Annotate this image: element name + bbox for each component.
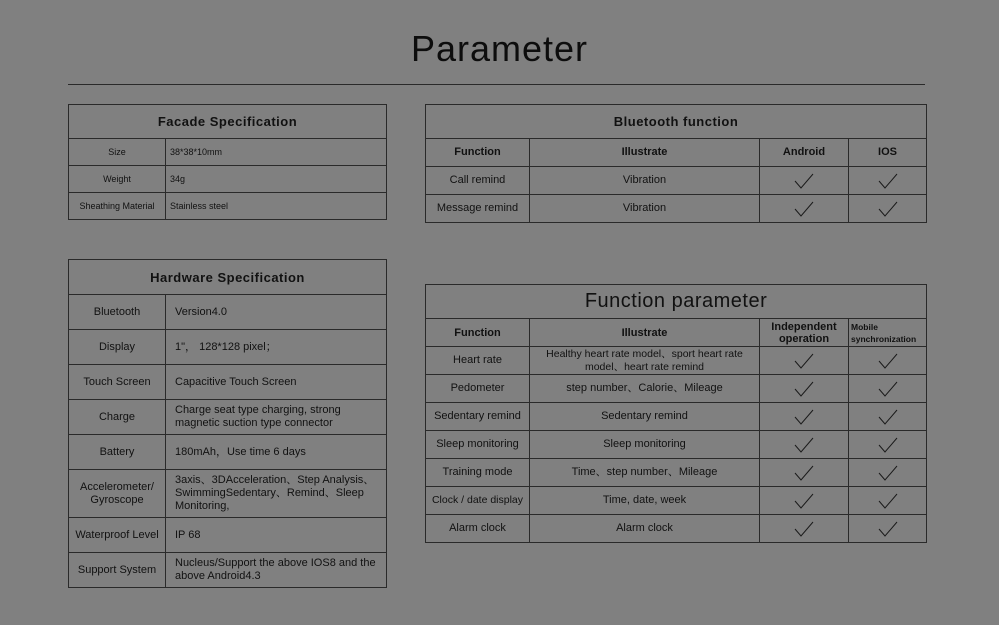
- independent-cell: [760, 487, 849, 515]
- table-row: [426, 487, 927, 515]
- spec-value: Capacitive Touch Screen: [166, 365, 387, 400]
- facade-spec-table: [68, 104, 387, 220]
- illustrate-cell: Time、step number、Mileage: [530, 459, 760, 487]
- illustrate-cell: Time, date, week: [530, 487, 760, 515]
- table-row: [426, 403, 927, 431]
- checkmark-icon: [877, 380, 899, 398]
- independent-cell: [760, 403, 849, 431]
- facade-spec-heading: Facade Specification: [69, 105, 387, 139]
- column-header: Illustrate: [530, 319, 760, 347]
- checkmark-icon: [877, 200, 899, 218]
- table-row: [69, 166, 387, 193]
- column-header: Mobile synchronization: [849, 319, 927, 347]
- illustrate-cell: step number、Calorie、Mileage: [530, 375, 760, 403]
- title-divider: [68, 84, 925, 85]
- spec-label: Accelerometer/ Gyroscope: [69, 470, 166, 518]
- checkmark-icon: [793, 352, 815, 370]
- spec-value: 34g: [166, 166, 387, 193]
- function-cell: Pedometer: [426, 375, 530, 403]
- spec-label: Size: [69, 139, 166, 166]
- spec-value: 1"， 128*128 pixel；: [166, 330, 387, 365]
- checkmark-icon: [793, 436, 815, 454]
- table-header-row: [426, 319, 927, 347]
- checkmark-icon: [877, 464, 899, 482]
- function-cell: Message remind: [426, 195, 530, 223]
- checkmark-icon: [877, 492, 899, 510]
- spec-value: 3axis、3DAcceleration、Step Analysis、SwimmingSedentary、Remind、Sleep Monitoring,: [166, 470, 387, 518]
- spec-value: IP 68: [166, 518, 387, 553]
- table-row: [426, 347, 927, 375]
- ios-cell: [849, 195, 927, 223]
- table-row: [69, 330, 387, 365]
- function-cell: Heart rate: [426, 347, 530, 375]
- spec-value: 38*38*10mm: [166, 139, 387, 166]
- checkmark-icon: [793, 520, 815, 538]
- function-parameter-table: [425, 284, 927, 543]
- function-cell: Call remind: [426, 167, 530, 195]
- column-header: Function: [426, 319, 530, 347]
- independent-cell: [760, 347, 849, 375]
- android-cell: [760, 167, 849, 195]
- spec-label: Charge: [69, 400, 166, 435]
- spec-label: Battery: [69, 435, 166, 470]
- spec-value: Nucleus/Support the above IOS8 and the above Android4.3: [166, 553, 387, 588]
- spec-value: Charge seat type charging, strong magnetic suction type connector: [166, 400, 387, 435]
- function-parameter-heading: Function parameter: [426, 285, 927, 319]
- sync-cell: [849, 515, 927, 543]
- function-cell: Training mode: [426, 459, 530, 487]
- illustrate-cell: Sedentary remind: [530, 403, 760, 431]
- bluetooth-function-table: [425, 104, 927, 223]
- table-row: [69, 400, 387, 435]
- illustrate-cell: Vibration: [530, 167, 760, 195]
- function-cell: Alarm clock: [426, 515, 530, 543]
- checkmark-icon: [877, 352, 899, 370]
- table-row: [426, 375, 927, 403]
- illustrate-cell: Alarm clock: [530, 515, 760, 543]
- spec-label: Display: [69, 330, 166, 365]
- table-row: [69, 518, 387, 553]
- function-cell: Sedentary remind: [426, 403, 530, 431]
- table-row: [69, 435, 387, 470]
- sync-cell: [849, 431, 927, 459]
- table-row: [426, 431, 927, 459]
- table-header-row: [426, 139, 927, 167]
- page-title: Parameter: [410, 28, 589, 69]
- table-row: [426, 195, 927, 223]
- spec-label: Waterproof Level: [69, 518, 166, 553]
- spec-label: Bluetooth: [69, 295, 166, 330]
- spec-value: Stainless steel: [166, 193, 387, 220]
- sync-cell: [849, 459, 927, 487]
- illustrate-cell: Sleep monitoring: [530, 431, 760, 459]
- function-cell: Sleep monitoring: [426, 431, 530, 459]
- checkmark-icon: [793, 408, 815, 426]
- checkmark-icon: [877, 520, 899, 538]
- independent-cell: [760, 515, 849, 543]
- spec-label: Sheathing Material: [69, 193, 166, 220]
- android-cell: [760, 195, 849, 223]
- checkmark-icon: [793, 172, 815, 190]
- hardware-spec-heading: Hardware Specification: [69, 260, 387, 295]
- table-row: [426, 459, 927, 487]
- column-header: Independent operation: [760, 319, 849, 347]
- checkmark-icon: [793, 200, 815, 218]
- spec-label: Weight: [69, 166, 166, 193]
- bluetooth-function-heading: Bluetooth function: [426, 105, 927, 139]
- illustrate-cell: Vibration: [530, 195, 760, 223]
- table-row: [426, 515, 927, 543]
- column-header: IOS: [849, 139, 927, 167]
- function-cell: Clock / date display: [426, 487, 530, 515]
- independent-cell: [760, 459, 849, 487]
- spec-label: Touch Screen: [69, 365, 166, 400]
- table-row: [69, 193, 387, 220]
- checkmark-icon: [877, 408, 899, 426]
- independent-cell: [760, 431, 849, 459]
- illustrate-cell: Healthy heart rate model、sport heart rate model、heart rate remind: [530, 347, 760, 375]
- table-row: [69, 553, 387, 588]
- spec-label: Support System: [69, 553, 166, 588]
- sync-cell: [849, 375, 927, 403]
- table-row: [69, 470, 387, 518]
- table-row: [426, 167, 927, 195]
- checkmark-icon: [877, 436, 899, 454]
- table-row: [69, 365, 387, 400]
- independent-cell: [760, 375, 849, 403]
- checkmark-icon: [793, 464, 815, 482]
- ios-cell: [849, 167, 927, 195]
- table-row: [69, 139, 387, 166]
- checkmark-icon: [793, 492, 815, 510]
- hardware-spec-table: [68, 259, 387, 588]
- sync-cell: [849, 487, 927, 515]
- spec-value: 180mAh，Use time 6 days: [166, 435, 387, 470]
- checkmark-icon: [877, 172, 899, 190]
- checkmark-icon: [793, 380, 815, 398]
- sync-cell: [849, 403, 927, 431]
- column-header: Illustrate: [530, 139, 760, 167]
- sync-cell: [849, 347, 927, 375]
- column-header: Function: [426, 139, 530, 167]
- column-header: Android: [760, 139, 849, 167]
- table-row: [69, 295, 387, 330]
- spec-value: Version4.0: [166, 295, 387, 330]
